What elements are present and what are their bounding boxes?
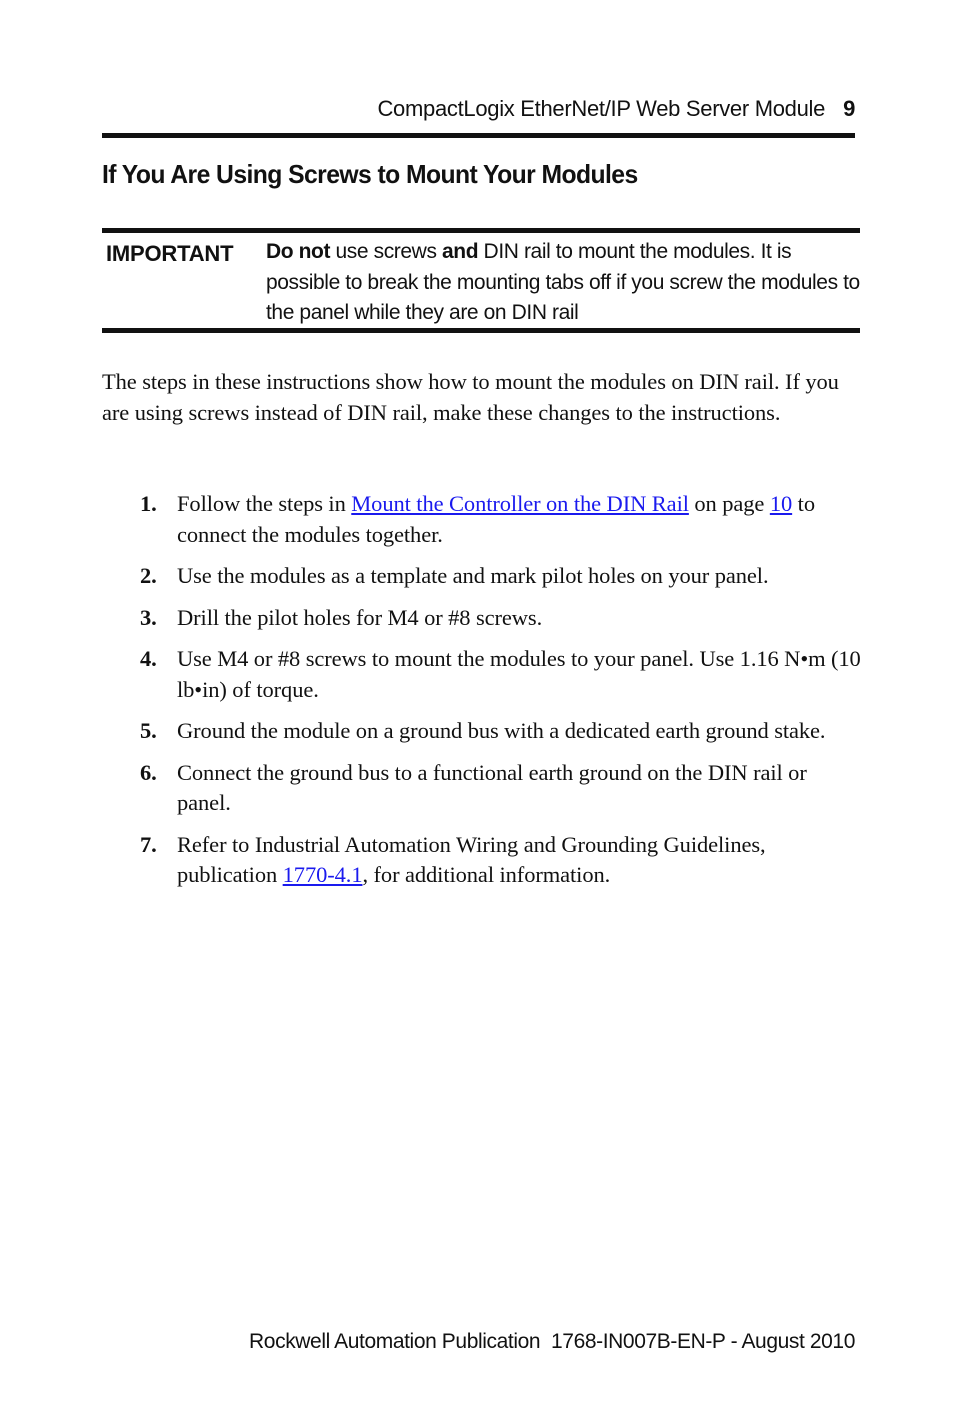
link-publication-1770-4-1[interactable]: 1770-4.1 xyxy=(282,862,363,887)
header-rule xyxy=(102,133,855,138)
important-text-part2: DIN rail to mount the modules. It is possible to break the mounting tabs off if you screw the modules to the panel while they are on DIN rail xyxy=(266,240,860,324)
step-6 xyxy=(102,758,862,819)
header-title: CompactLogix EtherNet/IP Web Server Module xyxy=(377,96,826,121)
step-text: Use M4 or #8 screws to mount the modules to your panel. Use 1.16 N•m (10 lb•in) of torque. xyxy=(177,646,861,702)
link-mount-controller-din-rail[interactable]: Mount the Controller on the DIN Rail xyxy=(351,491,689,516)
step-text: Refer to Industrial Automation Wiring and Grounding Guidelines, publication xyxy=(177,831,766,887)
step-number: 3. xyxy=(140,604,157,630)
steps-list xyxy=(102,489,862,902)
step-text: on page xyxy=(688,491,770,516)
section-heading: If You Are Using Screws to Mount Your Modules xyxy=(102,159,638,189)
important-bold-do-not: Do not xyxy=(266,240,331,263)
step-number: 1. xyxy=(140,491,157,516)
step-number: 2. xyxy=(140,563,157,588)
step-text: Connect the ground bus to a functional earth ground on the DIN rail or panel. xyxy=(177,759,807,815)
step-number: 4. xyxy=(140,646,157,671)
link-page-10[interactable]: 10 xyxy=(769,491,793,516)
step-2 xyxy=(102,561,862,592)
intro-paragraph: The steps in these instructions show how to mount the modules on DIN rail. If you are using screws instead of DIN rail, make these changes to the instructions. xyxy=(102,369,839,425)
running-header xyxy=(102,92,855,126)
step-1 xyxy=(102,489,862,550)
important-text xyxy=(266,237,862,329)
step-3 xyxy=(102,603,862,634)
step-5 xyxy=(102,716,862,747)
page-number: 9 xyxy=(843,96,855,121)
step-number: 7. xyxy=(140,831,157,857)
important-note xyxy=(102,228,860,333)
step-text: Drill the pilot holes for M4 or #8 screws. xyxy=(177,604,543,630)
step-number: 6. xyxy=(140,759,157,785)
step-text: , for additional information. xyxy=(362,862,611,887)
important-bold-and: and xyxy=(441,240,479,263)
step-4 xyxy=(102,644,862,705)
step-7 xyxy=(102,830,862,891)
step-number: 5. xyxy=(140,718,157,743)
step-text: to connect the modules together. xyxy=(177,491,815,547)
step-text: Follow the steps in xyxy=(177,491,352,516)
important-label: IMPORTANT xyxy=(106,241,234,266)
important-text-part1: use screws xyxy=(330,240,442,263)
page-footer: Rockwell Automation Publication 1768-IN007B-EN-P - August 2010 xyxy=(249,1330,855,1353)
step-text: Ground the module on a ground bus with a dedicated earth ground stake. xyxy=(177,718,826,743)
step-text: Use the modules as a template and mark pilot holes on your panel. xyxy=(177,563,769,588)
